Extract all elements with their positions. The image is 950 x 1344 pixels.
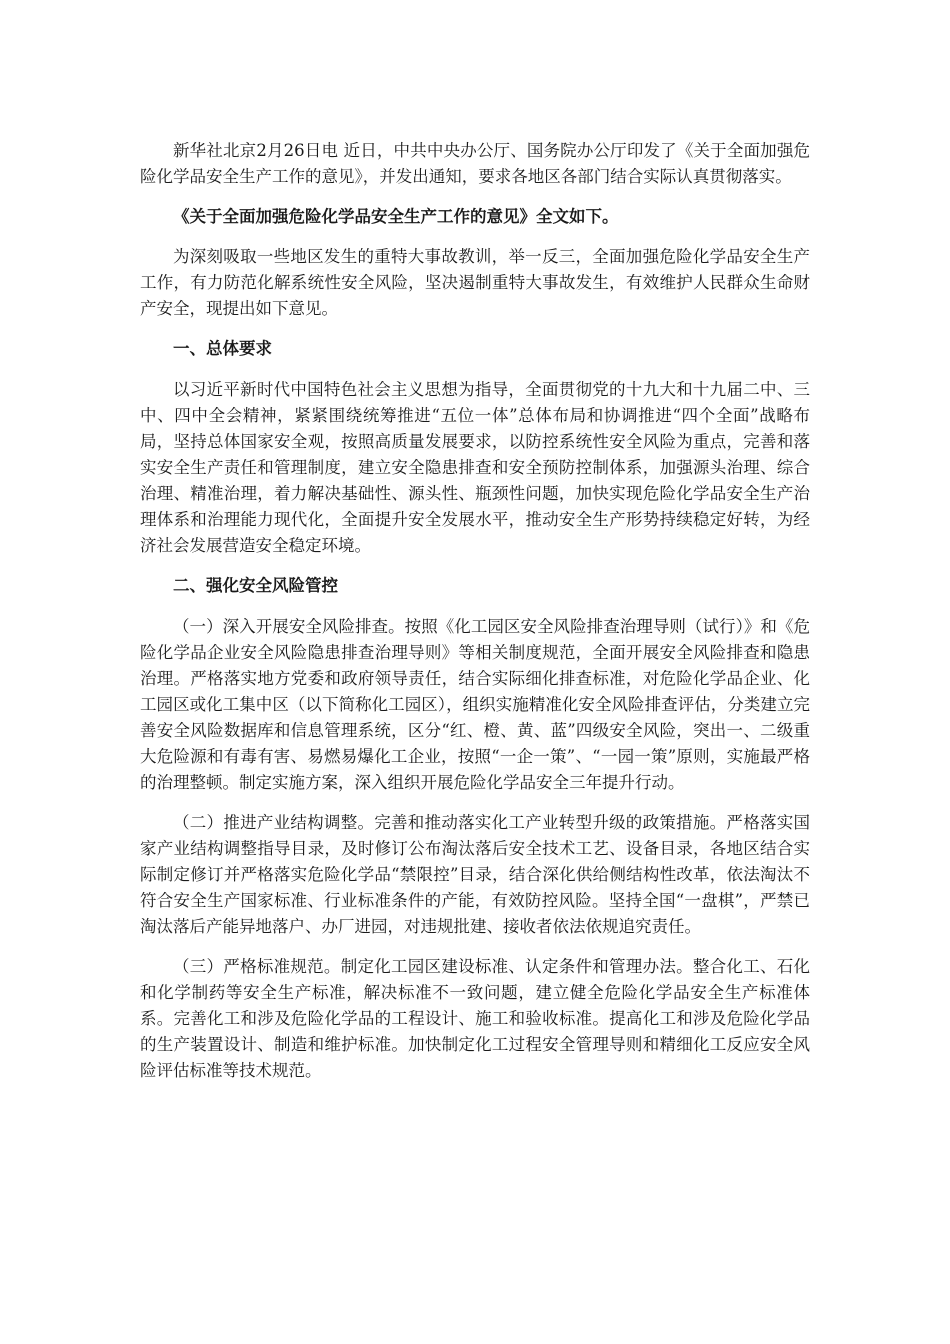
section-general-requirements-body: 以习近平新时代中国特色社会主义思想为指导，全面贯彻党的十九大和十九届二中、三中、四中全会精神，紧紧围绕统筹推进“五位一体”总体布局和协调推进“四个全面”战略布局，坚持总体国家安全观，按照高质量发展要求，以防控系统性安全风险为重点，完善和落实安全生产责任和管理制度，建立安全隐患排查和安全预防控制体系，加强源头治理、综合治理、精准治理，着力解决基础性、源头性、瓶颈性问题，加快实现危险化学品安全生产治理体系和治理能力现代化，全面提升安全发展水平，推动安全生产形势持续稳定好转，为经济社会发展营造安全稳定环境。 xyxy=(140,380,810,555)
item-standards: （三）严格标准规范。制定化工园区建设标准、认定条件和管理办法。整合化工、石化和化学制药等安全生产标准，解决标准不一致问题，建立健全危险化学品安全生产标准体系。完善化工和涉及危险化学品的工程设计、施工和验收标准。提高化工和涉及危险化学品的生产装置设计、制造和维护标准。加快制定化工过程安全管理导则和精细化工反应安全风险评估标准等技术规范。 xyxy=(140,957,810,1080)
section-heading-general-requirements: 一、总体要求 xyxy=(173,339,272,358)
document-page xyxy=(140,138,810,1098)
item-risk-investigation: （一）深入开展安全风险排查。按照《化工园区安全风险排查治理导则（试行）》和《危险化学品企业安全风险隐患排查治理导则》等相关制度规范，全面开展安全风险排查和隐患治理。严格落实地方党委和政府领导责任，结合实际细化排查标准，对危险化学品企业、化工园区或化工集中区（以下简称化工园区），组织实施精准化安全风险排查评估，分类建立完善安全风险数据库和信息管理系统，区分“红、橙、黄、蓝”四级安全风险，突出一、二级重大危险源和有毒有害、易燃易爆化工企业，按照“一企一策”、“一园一策”原则，实施最严格的治理整顿。制定实施方案，深入组织开展危险化学品安全三年提升行动。 xyxy=(140,617,810,792)
item-industrial-restructuring: （二）推进产业结构调整。完善和推动落实化工产业转型升级的政策措施。严格落实国家产业结构调整指导目录，及时修订公布淘汰落后安全技术工艺、设备目录，各地区结合实际制定修订并严格落实危险化学品“禁限控”目录，结合深化供给侧结构性改革，依法淘汰不符合安全生产国家标准、行业标准条件的产能，有效防控风险。坚持全国“一盘棋”，严禁已淘汰落后产能异地落户、办厂进园，对违规批建、接收者依法依规追究责任。 xyxy=(140,813,810,936)
preamble-paragraph: 为深刻吸取一些地区发生的重特大事故教训，举一反三，全面加强危险化学品安全生产工作，有力防范化解系统性安全风险，坚决遏制重特大事故发生，有效维护人民群众生命财产安全，现提出如下意见。 xyxy=(140,247,810,318)
section-heading-risk-control: 二、强化安全风险管控 xyxy=(173,576,338,595)
intro-paragraph: 新华社北京2月26日电 近日，中共中央办公厅、国务院办公厅印发了《关于全面加强危险化学品安全生产工作的意见》，并发出通知，要求各地区各部门结合实际认真贯彻落实。 xyxy=(140,141,810,186)
fulltext-heading: 《关于全面加强危险化学品安全生产工作的意见》全文如下。 xyxy=(173,207,619,226)
